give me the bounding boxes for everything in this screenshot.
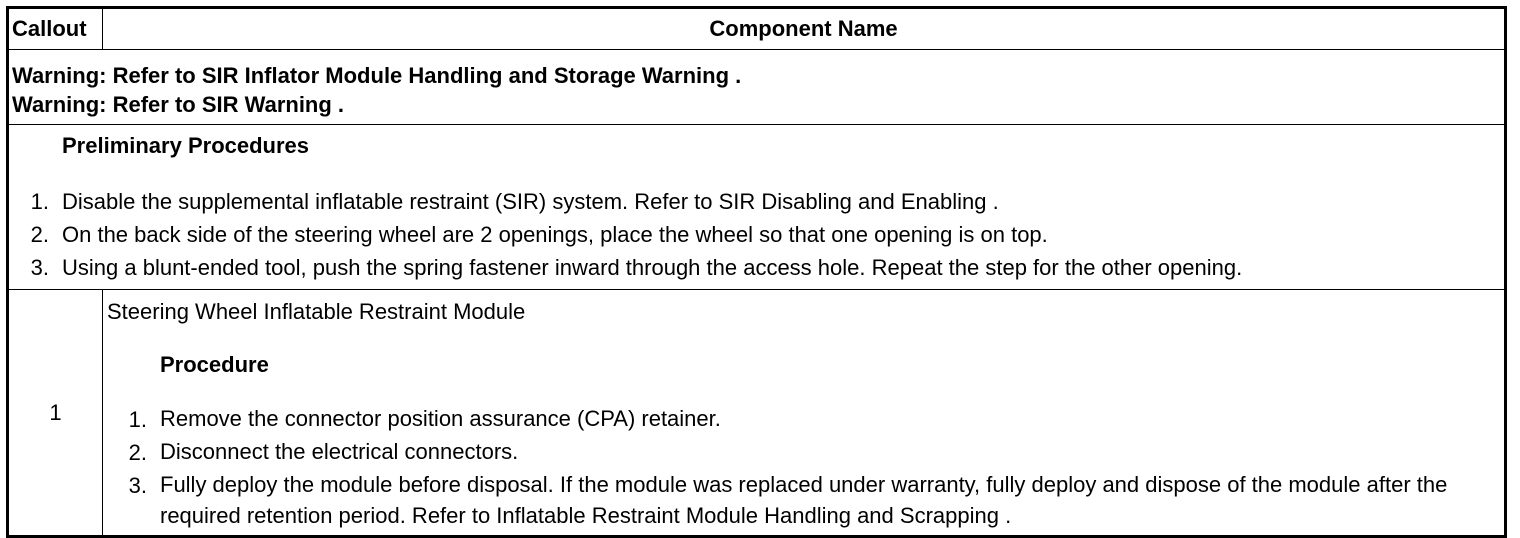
preliminary-heading: Preliminary Procedures	[62, 133, 310, 158]
preliminary-steps	[9, 185, 1504, 284]
step-text: Disconnect the electrical connectors.	[160, 439, 519, 464]
preliminary-row	[9, 124, 1504, 289]
step-number: 1.	[128, 407, 147, 432]
preliminary-cell	[9, 125, 1504, 289]
warning-sir: Warning: Refer to SIR Warning .	[12, 92, 345, 117]
step-number: 2.	[128, 440, 147, 465]
warnings-cell	[9, 50, 1504, 124]
step-number: 2.	[30, 222, 49, 247]
procedure-steps	[107, 403, 1504, 531]
list-item	[9, 185, 1504, 218]
step-text: Remove the connector position assurance (CPA) retainer.	[160, 406, 721, 431]
list-item	[9, 218, 1504, 251]
warning-inflator-handling: Warning: Refer to SIR Inflator Module Handling and Storage Warning .	[12, 63, 742, 88]
callout-number: 1	[9, 290, 103, 535]
step-text: Fully deploy the module before disposal. If the module was replaced under warranty, fully deploy and dispose of the module after the required retention period. Refer to Inflatable Restraint Module Handling and Scrapping .	[160, 472, 1448, 528]
component-name: Steering Wheel Inflatable Restraint Module	[107, 299, 526, 324]
table-row	[9, 289, 1504, 535]
table-header-row	[9, 9, 1504, 49]
warnings-row	[9, 49, 1504, 124]
step-number: 1.	[30, 189, 49, 214]
component-table	[6, 6, 1507, 538]
procedure-heading: Procedure	[160, 352, 269, 377]
list-item	[107, 403, 1504, 436]
step-text: On the back side of the steering wheel are 2 openings, place the wheel so that one opening is on top.	[62, 222, 1048, 247]
callout-header: Callout	[9, 9, 103, 49]
component-cell	[103, 290, 1504, 535]
step-text: Disable the supplemental inflatable restraint (SIR) system. Refer to SIR Disabling and Enabling .	[62, 189, 999, 214]
list-item	[107, 469, 1504, 531]
step-number: 3.	[30, 255, 49, 280]
list-item	[9, 251, 1504, 284]
component-name-header: Component Name	[709, 16, 898, 41]
step-number: 3.	[128, 473, 147, 498]
step-text: Using a blunt-ended tool, push the spring fastener inward through the access hole. Repeat the step for the other opening.	[62, 255, 1243, 280]
list-item	[107, 436, 1504, 469]
